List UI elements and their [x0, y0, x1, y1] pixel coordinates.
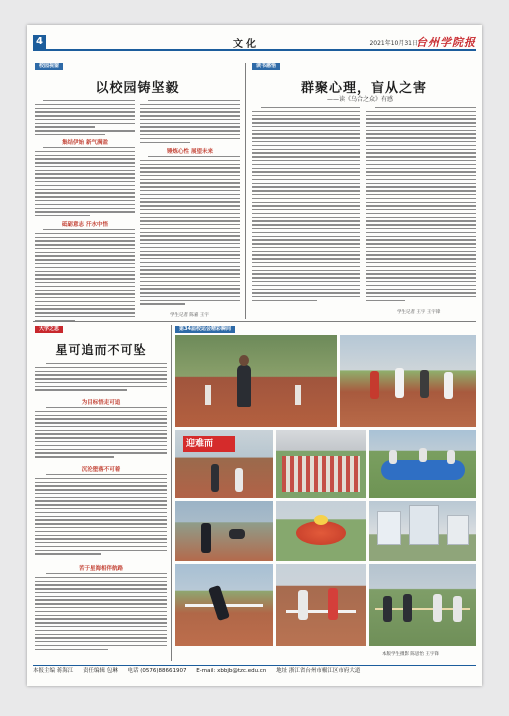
section-title: 文化 [233, 39, 259, 50]
photo-group-performance [276, 501, 366, 561]
left-article-body [35, 147, 135, 219]
photo-sprint-race [340, 335, 476, 427]
issue-date: 2021年10月31日 [369, 40, 418, 47]
left-subhead-3: 锤炼心性 展望未来 [167, 149, 213, 155]
section-divider [33, 321, 476, 322]
column-article-title: 星可追而不可坠 [55, 343, 147, 357]
left-article-body [35, 100, 135, 137]
page-footer [33, 665, 476, 677]
photo-banner-cheer [175, 430, 273, 498]
photo-team-game [369, 430, 476, 498]
right-article-subtitle: ——读《乌合之众》有感 [327, 96, 394, 103]
left-article-tag: 校园视窗 [35, 63, 63, 70]
right-article-title: 群聚心理，盲从之害 [300, 81, 427, 96]
photo-hurdle-race [276, 564, 366, 646]
photo-section-tag: 第34届校运会精彩瞬间 [175, 326, 235, 333]
left-article-body [140, 100, 240, 145]
right-article-body [366, 107, 476, 307]
column-article-body [35, 407, 167, 463]
footer-phone: 电话 (0576)88661907 [127, 668, 187, 674]
left-article-body [140, 156, 240, 311]
left-article-body [35, 229, 135, 325]
photo-credit: 本版学生摄影 陈思怡 王宇锋 [382, 652, 439, 657]
column-divider [171, 325, 172, 661]
left-article-title: 以校园铸坚毅 [95, 81, 180, 96]
page-number: 4 [33, 35, 46, 49]
footer-editor-in-chief: 本报主编 蒋海江 [33, 668, 74, 674]
left-subhead-1: 集结伊始 新气满盈 [62, 140, 108, 146]
left-subhead-2: 砥砺意志 汗水中悟 [62, 222, 108, 228]
footer-duty-editor: 责任编辑 包琳 [83, 668, 118, 674]
column-article-body [35, 363, 167, 396]
column-subhead-1: 为目标悟走可追 [81, 400, 121, 406]
photo-campus-buildings [369, 501, 476, 561]
column-subhead-3: 苦于星海相伴航路 [78, 566, 123, 572]
photo-shot-put [175, 335, 337, 427]
column-article-body [35, 474, 167, 562]
column-article-tag: 大学之思 [35, 326, 63, 333]
column-subhead-2: 沉沦堕落不可着 [81, 467, 121, 473]
photo-hurdles [175, 564, 273, 646]
newspaper-logo: 台州学院报 [416, 36, 476, 49]
banner-text: 迎难而 [183, 436, 235, 452]
right-article-tag: 读书感悟 [252, 63, 280, 70]
footer-address: 地址 浙江省台州市椒江区市府大道 [276, 668, 361, 674]
column-divider [245, 63, 246, 319]
photo-tug-of-war [369, 564, 476, 646]
right-article-body [252, 107, 360, 307]
left-article-byline: 学生记者 陈嘉 王宇 [170, 313, 209, 318]
photo-relay-start [175, 501, 273, 561]
photo-formation-drill [276, 430, 366, 498]
right-article-byline: 学生记者 王宇 王宇锋 [397, 310, 441, 315]
footer-email: E-mail: xbbjb@tzc.edu.cn [196, 668, 267, 674]
newspaper-page [27, 25, 482, 686]
column-article-body [35, 573, 167, 657]
page-header [33, 35, 476, 51]
